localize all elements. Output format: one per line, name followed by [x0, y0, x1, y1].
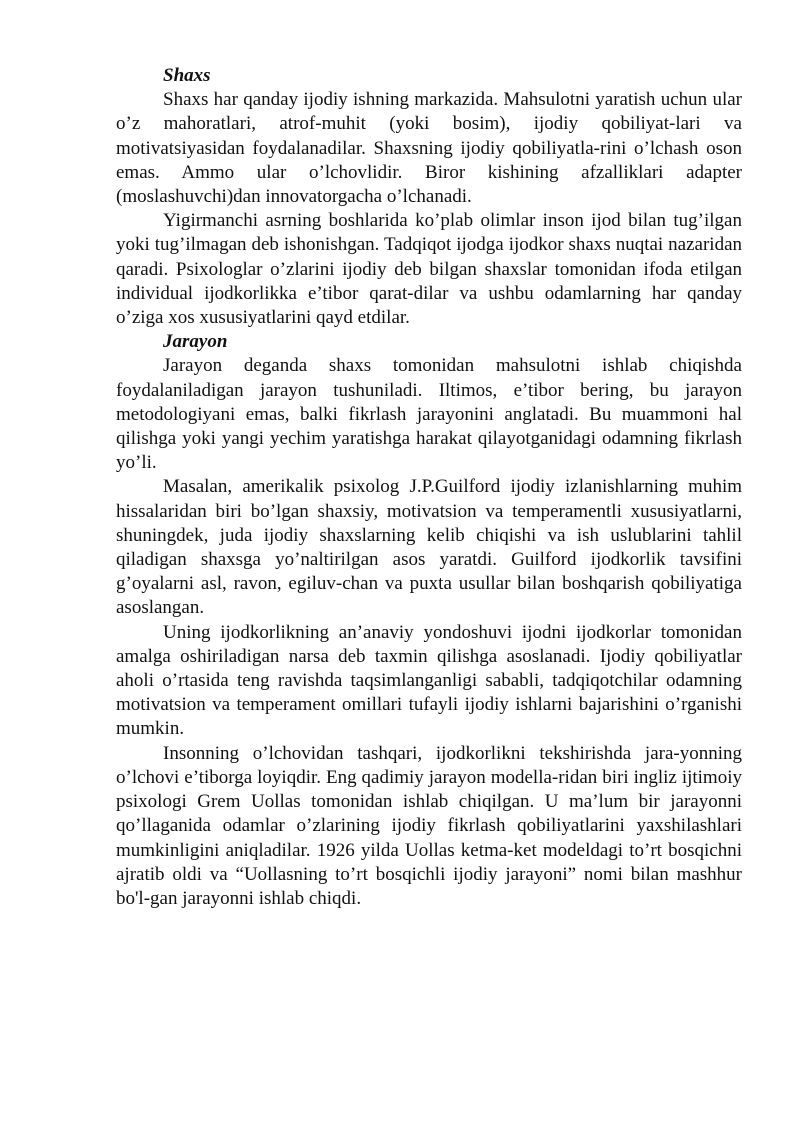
paragraph: Yigirmanchi asrning boshlarida ko’plab olimlar inson ijod bilan tug’ilgan yoki tug’ilmagan deb ishonishgan. Tadqiqot ijodga ijodkor shaxs nuqtai nazaridan qaradi. Psixologlar o’zlarini ijodiy deb bilgan shaxslar tomonidan ifoda etilgan individual ijodkorlikka e’tibor qarat-dilar va ushbu odamlarning har qanday o’ziga xos xususiyatlarini qayd etdilar.: [116, 210, 742, 329]
paragraph: Insonning o’lchovidan tashqari, ijodkorlikni tekshirishda jara-yonning o’lchovi e’tiborga loyiqdir. Eng qadimiy jarayon modella-ridan biri ingliz ijtimoiy psixologi Grem Uollas tomonidan ishlab chiqilgan. U ma’lum bir jarayonni qo’llaganida odamlar o’zlarining ijodiy fikrlash qobiliyatlarini yaxshilashlari mumkinligini aniqladilar. 1926 yilda Uollas ketma-ket modeldagi to’rt bosqichni ajratib oldi va “Uollasning to’rt bosqichli ijodiy jarayoni” nomi bilan mashhur bo'l-gan jarayonni ishlab chiqdi.: [116, 742, 742, 909]
paragraph: Jarayon deganda shaxs tomonidan mahsulotni ishlab chiqishda foydalaniladigan jarayon tushuniladi. Iltimos, e’tibor bering, bu jarayon metodologiyani emas, balki fikrlash jarayonini anglatadi. Bu muammoni hal qilishga yoki yangi yechim yaratishga harakat qilayotganidagi odamning fikrlash yo’li.: [116, 355, 742, 474]
document-page: [116, 64, 742, 911]
paragraph: Masalan, amerikalik psixolog J.P.Guilford ijodiy izlanishlarning muhim hissalaridan biri bo’lgan shaxsiy, motivatsion va temperamentli xususiyatlarni, shuningdek, juda ijodiy shaxslarning kelib chiqishi va ish uslublarini tahlil qiladigan shaxsga yo’naltirilgan asos yaratdi. Guilford ijodkorlik tavsifini g’oyalarni asl, ravon, egiluv-chan va puxta usullar bilan boshqarish qobiliyatiga asoslangan.: [116, 476, 742, 619]
paragraph: Shaxs har qanday ijodiy ishning markazida. Mahsulotni yaratish uchun ular o’z mahoratlari, atrof-muhit (yoki bosim), ijodiy qobiliyat-lari va motivatsiyasidan foydalanadilar. Shaxsning ijodiy qobiliyatla-rini o’lchash oson emas. Ammo ular o’lchovlidir. Biror kishining afzalliklari adapter (moslashuvchi)dan innovatorgacha o’lchanadi.: [116, 89, 742, 208]
section-heading-shaxs: Shaxs: [163, 65, 211, 86]
paragraph: Uning ijodkorlikning an’anaviy yondoshuvi ijodni ijodkorlar tomonidan amalga oshiriladigan narsa deb taxmin qilishga asoslanadi. Ijodiy qobiliyatlar aholi o’rtasida teng ravishda taqsimlanganligi sababli, tadqiqotchilar odamning motivatsion va temperament omillari tufayli ijodiy ishlarni bajarishini o’rganishi mumkin.: [116, 621, 742, 740]
section-heading-jarayon: Jarayon: [163, 331, 228, 353]
